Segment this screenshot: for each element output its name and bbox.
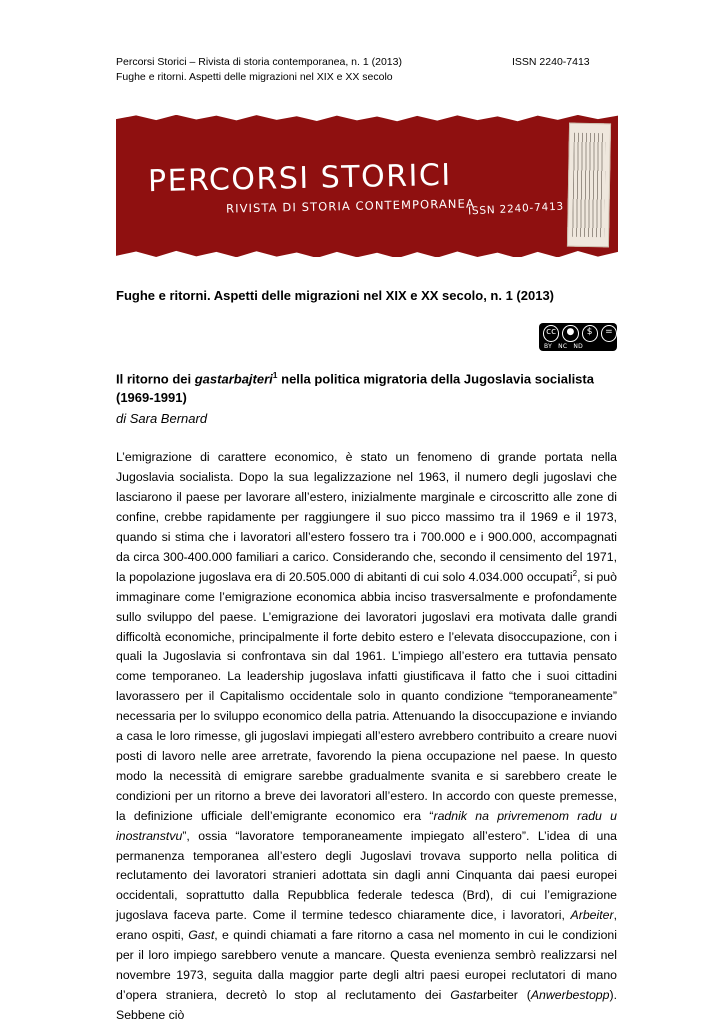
article-title-part2: nella politica migratoria della Jugoslavia socialista (1969-1991) [116, 371, 594, 405]
header-line-2: Fughe e ritorni. Aspetti delle migrazioni nel XIX e XX secolo [116, 71, 393, 84]
license-row [116, 323, 617, 351]
scroll-text-lines [572, 133, 606, 238]
article-title-footnote-marker: 1 [272, 369, 278, 380]
article-title-italic-term: gastarbajteri [194, 371, 273, 387]
by-person-icon: ● [562, 325, 578, 342]
article-title-part1: Il ritorno dei [116, 371, 195, 387]
scroll-parchment-icon [567, 123, 611, 248]
nc-dollar-icon: $ [582, 325, 598, 342]
cc-label-nc: NC [558, 342, 568, 350]
cc-label-nd: ND [573, 342, 584, 350]
cc-badge-glyphs [539, 323, 617, 343]
article-body-paragraph: L’emigrazione di carattere economico, è stato un fenomeno di grande portata nella Jugoslavia socialista. Dopo la sua legalizzazione nel 1963, il numero degli jugoslavi che lasciarono il paese per lavorare all’estero, inizialmente marginale e circoscritto alle zone di confine, crebbe rapidamente per raggiungere il suo picco massimo tra il 1969 e il 1973, quando si stima che i lavoratori all’estero fossero tra i 700.000 e i 900.000, accompagnati da circa 300-400.000 familiari a carico. Considerando che, secondo il censimento del 1971, la popolazione jugoslava era di 20.505.000 di abitanti di cui solo 4.034.000 occupati$^2$, si può immaginare come l’emigrazione economica abbia inciso trasversalmente e profondamente sullo sviluppo del paese. L’emigrazione dei lavoratori jugoslavi era motivata dalle grandi difficoltà economiche, principalmente il forte debito estero e l’elevata disoccupazione, con i quali la Jugoslavia si confrontava sin dal 1961. L’impiego all’estero era tuttavia pensato come temporaneo. La leadership jugoslava infatti giustificava il fatto che i suoi cittadini lavorassero per il Capitalismo occidentale solo in quanto condizione “temporaneamente” necessaria per lo sviluppo economico della patria. Attenuando la disoccupazione e inviando a casa le loro rimesse, gli jugoslavi impiegati all’estero avrebbero contribuito a creare nuovi posti di lavoro nelle aree arretrate, favorendo la piena occupazione nel paese. In questo modo la necessità di emigrare sarebbe gradualmente svanita e si sarebbero create le condizioni per un ritorno a breve dei lavoratori all’estero. In accordo con queste premesse, la definizione ufficiale dell’emigrante economico era “radnik na privremenom radu u inostranstvu”, ossia “lavoratore temporaneamente impiegato all’estero”. L’idea di una permanenza temporanea all’estero degli Jugoslavi trovava supporto nella politica di reclutamento dei lavoratori stranieri adottata sin dagli anni Cinquanta dai paesi europei occidentali, soprattutto dalla Repubblica federale tedesca (Brd), di cui l’emigrazione jugoslava faceva parte. Come il termine tedesco chiaramente dice, i lavoratori, Arbeiter, erano ospiti, Gast, e quindi chiamati a fare ritorno a casa nel momento in cui le condizioni per il loro impiego sarebbero venute a mancare. Questa evenienza sembrò realizzarsi nel novembre 1973, seguita dalla maggior parte degli altri paesi europei reclutatori di mano d’opera straniera, decretò lo stop al reclutamento dei Gastarbeiter (Anwerbestopp). Sebbene ciò [116, 450, 617, 1022]
header-issn: ISSN 2240-7413 [512, 56, 590, 68]
article-title [116, 369, 617, 408]
cc-badge-labels [539, 343, 617, 350]
cc-icon: cc [543, 325, 559, 342]
cc-label-by: BY [544, 342, 553, 350]
creative-commons-badge[interactable] [539, 323, 617, 351]
issue-title: Fughe e ritorni. Aspetti delle migrazioni nel XIX e XX secolo, n. 1 (2013) [116, 288, 555, 304]
journal-banner [116, 115, 618, 257]
banner-torn-top-edge [116, 115, 618, 125]
running-header [116, 55, 617, 85]
header-line-1: Percorsi Storici – Rivista di storia contemporanea, n. 1 (2013) [116, 56, 402, 68]
banner-title: PERCORSI STORICI [147, 158, 453, 200]
nd-equals-icon: = [601, 325, 617, 342]
banner-subtitle: RIVISTA DI STORIA CONTEMPORANEA [225, 196, 476, 217]
banner-torn-bottom-edge [116, 245, 618, 257]
article-author: di Sara Bernard [116, 410, 208, 426]
banner-issn: ISSN 2240-7413 [467, 200, 565, 218]
